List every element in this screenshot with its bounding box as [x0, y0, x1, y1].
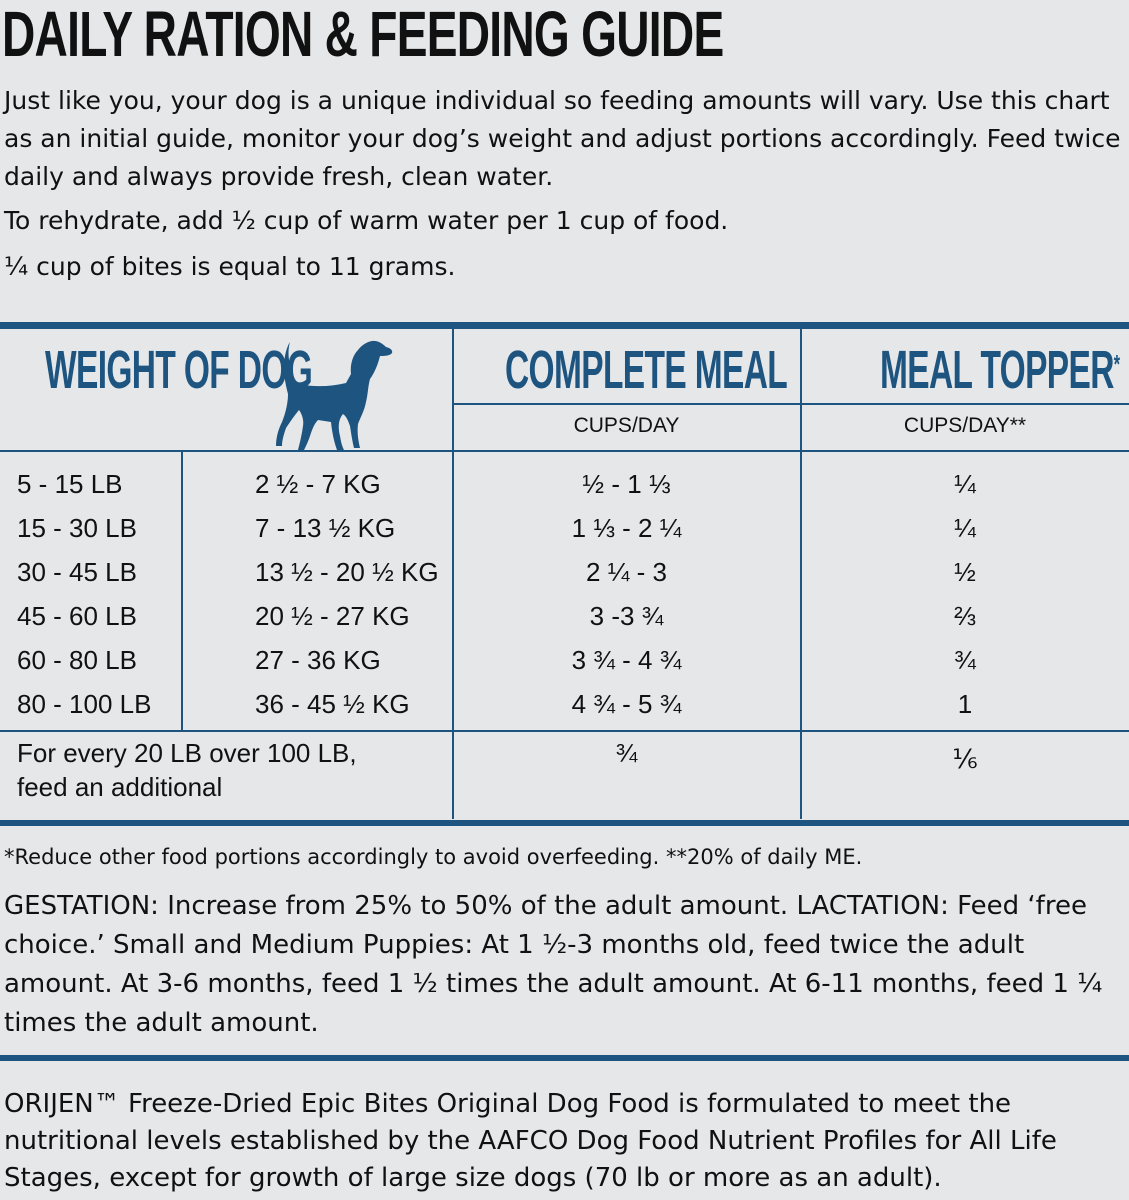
meal-topper-header — [880, 340, 1119, 400]
extra-row-divider — [0, 730, 1129, 732]
row-weight-lb: 60 - 80 LB — [17, 645, 137, 675]
row-topper-cups: ¾ — [954, 645, 976, 675]
row-weight-kg: 36 - 45 ½ KG — [255, 689, 410, 719]
row-weight-kg: 13 ½ - 20 ½ KG — [255, 557, 439, 587]
row-weight-lb: 15 - 30 LB — [17, 513, 137, 543]
row-complete-cups: 3 ¾ - 4 ¾ — [571, 645, 682, 675]
row-weight-lb: 5 - 15 LB — [17, 469, 123, 499]
dog-silhouette-icon — [268, 336, 394, 454]
row-weight-lb: 30 - 45 LB — [17, 557, 137, 587]
meal-topper-footnote-mark: * — [1113, 349, 1120, 379]
section-divider — [0, 1055, 1129, 1061]
row-complete-cups: ½ - 1 ⅓ — [582, 469, 671, 499]
row-weight-kg: 20 ½ - 27 KG — [255, 601, 410, 631]
feeding-table — [0, 322, 1129, 820]
row-weight-lb: 80 - 100 LB — [17, 689, 152, 719]
row-weight-kg: 2 ½ - 7 KG — [255, 469, 381, 499]
row-topper-cups: ½ — [954, 557, 976, 587]
row-complete-cups: 2 ¼ - 3 — [586, 557, 667, 587]
extra-weight-label-line: feed an additional — [17, 772, 223, 802]
complete-meal-unit: CUPS/DAY — [573, 414, 680, 437]
row-complete-cups: 3 -3 ¾ — [589, 601, 664, 631]
rehydrate-instruction: To rehydrate, add ½ cup of warm water per 1 cup of food. — [4, 206, 729, 235]
column-divider — [181, 451, 183, 730]
header-divider — [453, 403, 1129, 405]
row-topper-cups: ¼ — [954, 469, 976, 499]
intro-paragraph: Just like you, your dog is a unique individual so feeding amounts will vary. Use this chart as an initial guide, monitor your dog’s weight and adjust portions accordingly. Feed twice daily and always provide fresh, clean water. — [4, 86, 1121, 191]
row-topper-cups: ⅔ — [954, 601, 976, 631]
row-weight-lb: 45 - 60 LB — [17, 601, 137, 631]
table-bottom-rule — [0, 820, 1129, 826]
extra-topper-cups: ⅙ — [952, 744, 978, 774]
header-bottom-divider — [0, 450, 1129, 452]
bites-conversion: ¼ cup of bites is equal to 11 grams. — [4, 252, 456, 281]
aafco-statement: ORIJEN™ Freeze-Dried Epic Bites Original Dog Food is formulated to meet the nutritional levels established by the AAFCO Dog Food Nutrient Profiles for All Life Stages, except for growth of large size dogs (70 lb or more as an adult). — [4, 1089, 1057, 1193]
intro — [4, 82, 1129, 286]
weight-header: WEIGHT OF DOG — [45, 340, 313, 400]
row-weight-kg: 7 - 13 ½ KG — [255, 513, 396, 543]
row-complete-cups: 4 ¾ - 5 ¾ — [571, 689, 682, 719]
extra-weight-label-line: For every 20 LB over 100 LB, — [17, 738, 357, 768]
row-complete-cups: 1 ⅓ - 2 ¼ — [571, 513, 682, 543]
extra-complete-cups: ¾ — [615, 738, 638, 768]
row-topper-cups: ¼ — [954, 513, 976, 543]
row-weight-kg: 27 - 36 KG — [255, 645, 381, 675]
extra-weight-label — [17, 736, 357, 804]
footnote: *Reduce other food portions accordingly to avoid overfeeding. **20% of daily ME. — [4, 845, 863, 869]
page-title: DAILY RATION & FEEDING GUIDE — [2, 0, 724, 70]
meal-topper-unit: CUPS/DAY** — [903, 414, 1027, 437]
gestation-lactation-note: GESTATION: Increase from 25% to 50% of the adult amount. LACTATION: Feed ‘free choice.’ Small and Medium Puppies: At 1 ½-3 months old, feed twice the adult amount. At 3-6 months, feed 1 ½ times the adult amount. At 6-11 months, feed 1 ¼ times the adult amount. — [4, 891, 1103, 1038]
meal-topper-label: MEAL TOPPER — [880, 340, 1114, 400]
complete-meal-header: COMPLETE MEAL — [505, 340, 788, 400]
row-topper-cups: 1 — [957, 689, 973, 719]
